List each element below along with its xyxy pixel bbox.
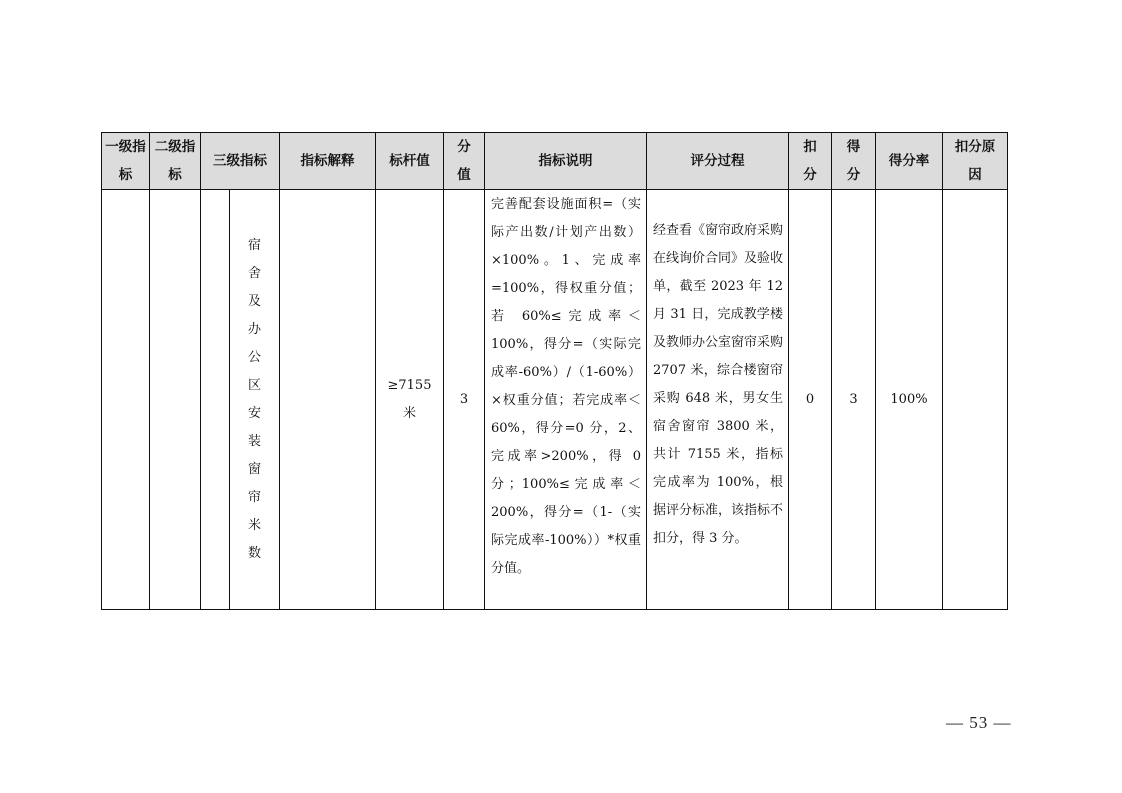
header-score-rate: 得分率 — [876, 133, 943, 190]
cell-level3-indicator-name: 宿舍及办公区安装窗帘米数 — [230, 190, 280, 610]
cell-deduction-reason — [943, 190, 1008, 610]
header-points: 分值 — [444, 133, 485, 190]
cell-level2 — [150, 190, 201, 610]
cell-explanation — [280, 190, 376, 610]
cell-score: 3 — [832, 190, 876, 610]
table-row — [102, 190, 1008, 610]
cell-level1 — [102, 190, 150, 610]
cell-indicator-description: 完善配套设施面积=（实际产出数/计划产出数）×100%。1、完成率=100%，得权重分值；若 60%≤完成率＜100%，得分=（实际完成率-60%）/（1-60%）×权重分值；若完成率＜60%，得分=0 分，2、完成率>200%，得 0分；100%≤完成率＜200%，得分=（1-（实际完成率-100%））*权重分值。 — [485, 190, 647, 610]
header-deduction: 扣分 — [789, 133, 832, 190]
header-indicator-explanation: 指标解释 — [280, 133, 376, 190]
cell-level3-blank — [201, 190, 230, 610]
header-scoring-process: 评分过程 — [647, 133, 789, 190]
header-level3-indicator: 三级指标 — [201, 133, 280, 190]
header-deduction-reason: 扣分原因 — [943, 133, 1008, 190]
header-indicator-description: 指标说明 — [485, 133, 647, 190]
header-level2-indicator: 二级指标 — [150, 133, 201, 190]
cell-score-rate: 100% — [876, 190, 943, 610]
header-benchmark-value: 标杆值 — [376, 133, 444, 190]
cell-scoring-process: 经查看《窗帘政府采购在线询价合同》及验收单，截至 2023 年 12 月 31 日，完成教学楼及教师办公室窗帘采购 2707 米，综合楼窗帘采购 648 米，男女生宿舍窗帘 3800 米，共计 7155 米，指标完成率为 100%，根据评分标准，该指标不扣分，得 3 分。 — [647, 190, 789, 610]
header-level1-indicator: 一级指标 — [102, 133, 150, 190]
cell-deduction: 0 — [789, 190, 832, 610]
header-score: 得分 — [832, 133, 876, 190]
page-number: — 53 — — [946, 713, 1012, 732]
table-header-row — [102, 133, 1008, 190]
cell-benchmark-value: ≥7155米 — [376, 190, 444, 610]
performance-evaluation-table — [101, 132, 1008, 610]
cell-points: 3 — [444, 190, 485, 610]
